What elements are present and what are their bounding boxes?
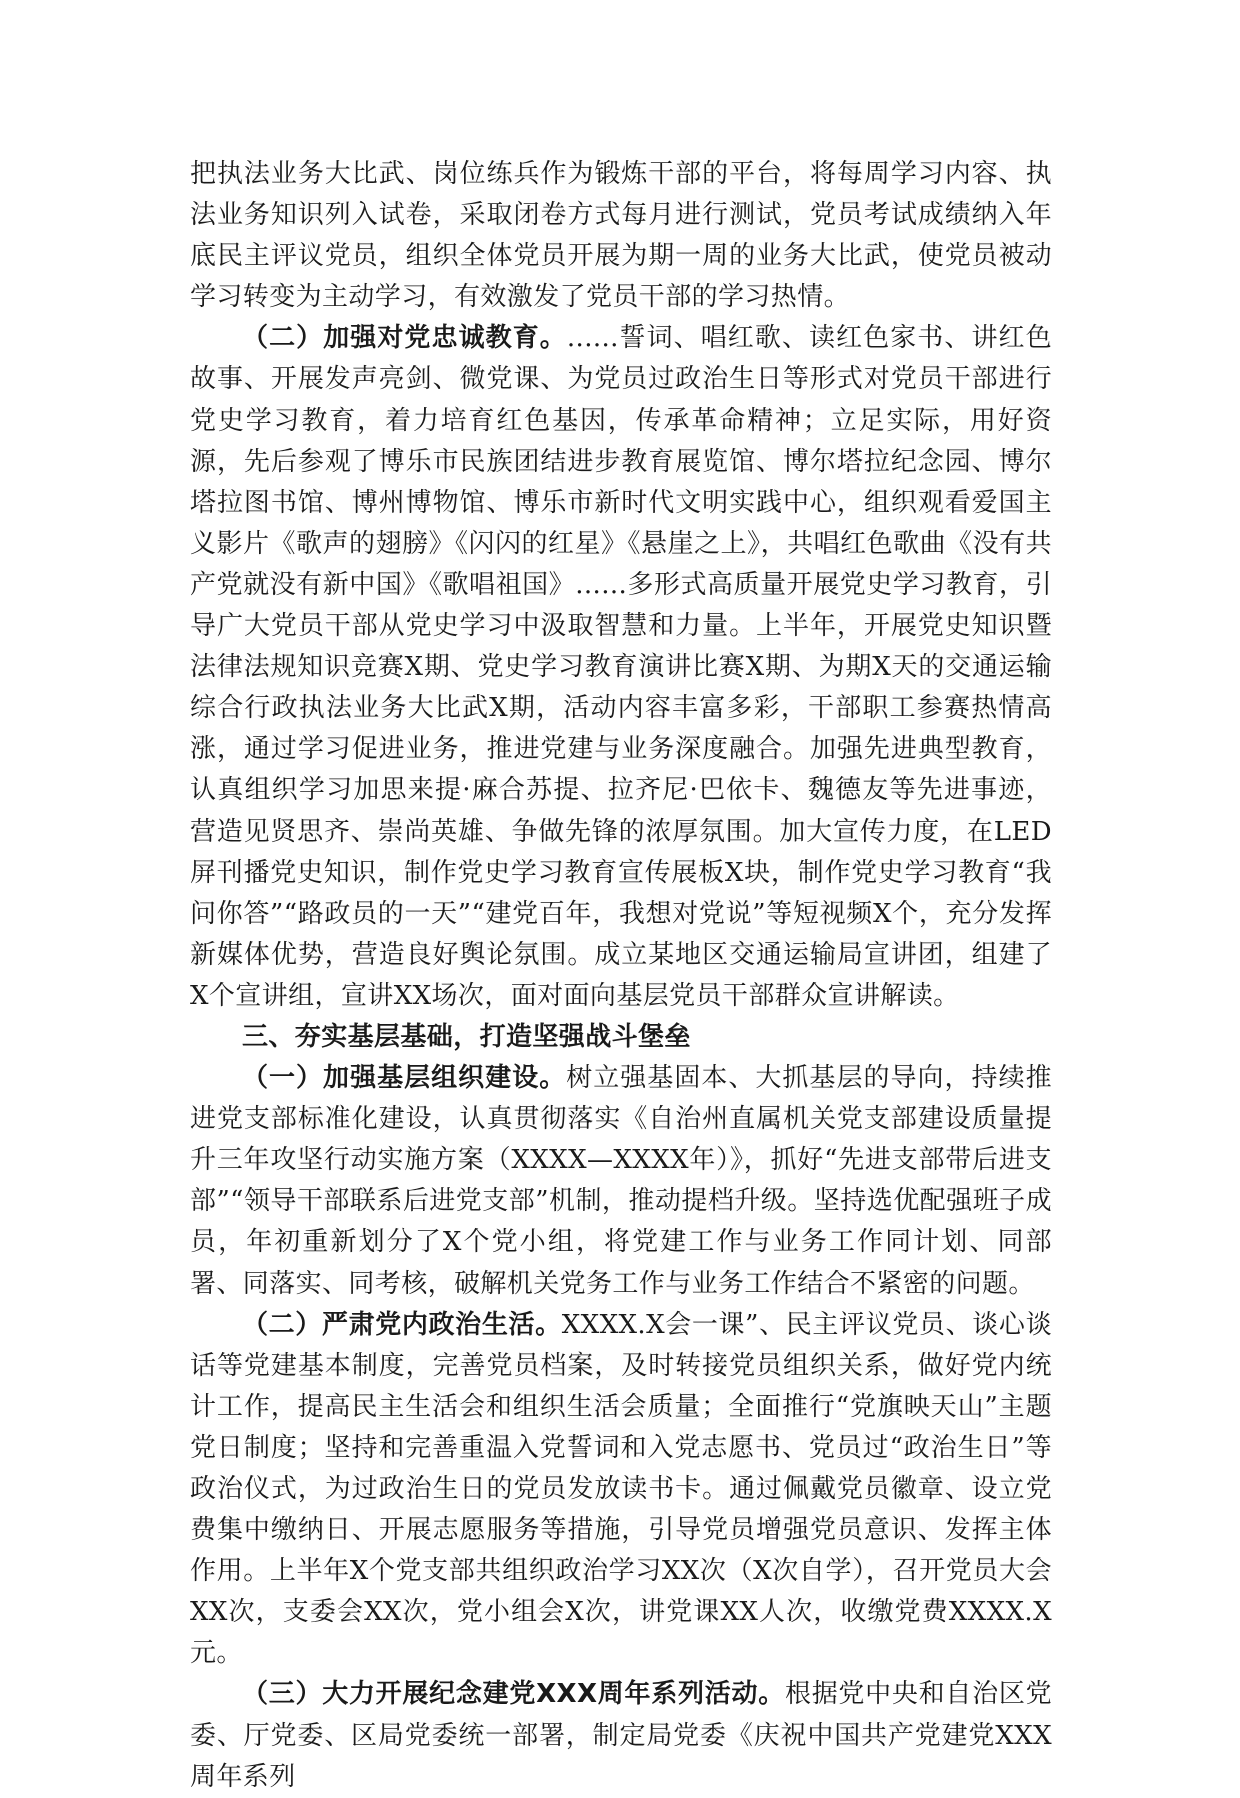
paragraph-3 bbox=[190, 1058, 1052, 1305]
paragraph-1 bbox=[190, 154, 1052, 318]
paragraph-5-lead: （三）大力开展纪念建党XXX周年系列活动。 bbox=[242, 1679, 785, 1710]
paragraph-5-text: 根据党中央和自治区党委、厅党委、区局党委统一部署，制定局党委《庆祝中国共产党建党XXX周年系列 bbox=[190, 1679, 1052, 1792]
paragraph-2-lead: （二）加强对党忠诚教育。 bbox=[242, 323, 567, 354]
document-body bbox=[190, 154, 1052, 1798]
paragraph-5 bbox=[190, 1674, 1052, 1797]
paragraph-4-lead: （二）严肃党内政治生活。 bbox=[242, 1309, 562, 1340]
paragraph-4-text: XXXX.X会一课”、民主评议党员、谈心谈话等党建基本制度，完善党员档案，及时转接党员组织关系，做好党内统计工作，提高民主生活会和组织生活会质量；全面推行“党旗映天山”主题党日制度；坚持和完善重温入党誓词和入党志愿书、党员过“政治生日”等政治仪式，为过政治生日的党员发放读书卡。通过佩戴党员徽章、设立党费集中缴纳日、开展志愿服务等措施，引导党员增强党员意识、发挥主体作用。上半年X个党支部共组织政治学习XX次（X次自学），召开党员大会XX次，支委会XX次，党小组会X次，讲党课XX人次，收缴党费XXXX.X元。 bbox=[190, 1309, 1052, 1669]
paragraph-3-text: 树立强基固本、大抓基层的导向，持续推进党支部标准化建设，认真贯彻落实《自治州直属机关党支部建设质量提升三年攻坚行动实施方案（XXXX—XXXX年）》，抓好“先进支部带后进支部”“领导干部联系后进党支部”机制，推动提档升级。坚持选优配强班子成员，年初重新划分了X个党小组，将党建工作与业务工作同计划、同部署、同落实、同考核，破解机关党务工作与业务工作结合不紧密的问题。 bbox=[190, 1063, 1052, 1299]
section-heading: 三、夯实基层基础，打造坚强战斗堡垒 bbox=[242, 1021, 691, 1052]
paragraph-2-text: ......誓词、唱红歌、读红色家书、讲红色故事、开展发声亮剑、微党课、为党员过政治生日等形式对党员干部进行党史学习教育，着力培育红色基因，传承革命精神；立足实际，用好资源，先后参观了博乐市民族团结进步教育展览馆、博尔塔拉纪念园、博尔塔拉图书馆、博州博物馆、博乐市新时代文明实践中心，组织观看爱国主义影片《歌声的翅膀》《闪闪的红星》《悬崖之上》，共唱红色歌曲《没有共产党就没有新中国》《歌唱祖国》......多形式高质量开展党史学习教育，引导广大党员干部从党史学习中汲取智慧和力量。上半年，开展党史知识暨法律法规知识竞赛X期、党史学习教育演讲比赛X期、为期X天的交通运输综合行政执法业务大比武X期，活动内容丰富多彩，干部职工参赛热情高涨，通过学习促进业务，推进党建与业务深度融合。加强先进典型教育，认真组织学习加思来提·麻合苏提、拉齐尼·巴依卡、魏德友等先进事迹，营造见贤思齐、崇尚英雄、争做先锋的浓厚氛围。加大宣传力度，在LED屏刊播党史知识，制作党史学习教育宣传展板X块，制作党史学习教育“我问你答”“路政员的一天”“建党百年，我想对党说”等短视频X个，充分发挥新媒体优势，营造良好舆论氛围。成立某地区交通运输局宣讲团，组建了X个宣讲组，宣讲XX场次，面对面向基层党员干部群众宣讲解读。 bbox=[190, 323, 1052, 1011]
paragraph-4 bbox=[190, 1305, 1052, 1675]
paragraph-2 bbox=[190, 318, 1052, 1017]
paragraph-3-lead: （一）加强基层组织建设。 bbox=[242, 1063, 567, 1094]
paragraph-1-text: 把执法业务大比武、岗位练兵作为锻炼干部的平台，将每周学习内容、执法业务知识列入试卷，采取闭卷方式每月进行测试，党员考试成绩纳入年底民主评议党员，组织全体党员开展为期一周的业务大比武，使党员被动学习转变为主动学习，有效激发了党员干部的学习热情。 bbox=[190, 159, 1052, 313]
